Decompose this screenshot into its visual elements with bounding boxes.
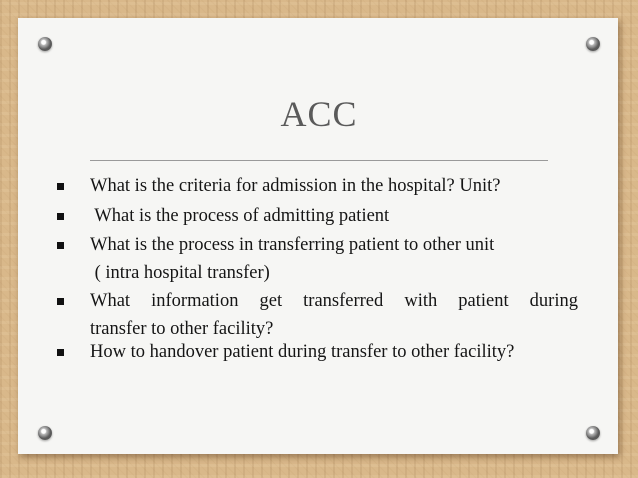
bullet-item-3: What is the process in transferring patient to other unit xyxy=(90,235,495,255)
bullet-item-4 xyxy=(90,291,578,312)
slide-title: ACC xyxy=(280,94,358,134)
pushpin-icon xyxy=(38,37,52,51)
bullet-item-1: What is the criteria for admission in the hospital? Unit? xyxy=(90,176,501,196)
title-divider xyxy=(90,160,548,161)
square-bullet-icon xyxy=(57,349,64,356)
bullet-4-word: What xyxy=(90,291,131,311)
bullet-4-word: information xyxy=(151,291,239,311)
bullet-4-word: with xyxy=(404,291,438,311)
square-bullet-icon xyxy=(57,183,64,190)
pushpin-icon xyxy=(38,426,52,440)
bullet-item-3-continuation: ( intra hospital transfer) xyxy=(90,263,270,283)
square-bullet-icon xyxy=(57,242,64,249)
bullet-4-word: during xyxy=(529,291,578,311)
pushpin-icon xyxy=(586,37,600,51)
bullet-4-word: transferred xyxy=(303,291,384,311)
bullet-item-5: How to handover patient during transfer to other facility? xyxy=(90,342,515,362)
pushpin-icon xyxy=(586,426,600,440)
bullet-4-word: patient xyxy=(458,291,509,311)
bullet-item-2: What is the process of admitting patient xyxy=(90,206,390,226)
square-bullet-icon xyxy=(57,298,64,305)
bullet-4-word: get xyxy=(259,291,283,311)
bullet-item-4-continuation: transfer to other facility? xyxy=(90,319,274,339)
square-bullet-icon xyxy=(57,213,64,220)
